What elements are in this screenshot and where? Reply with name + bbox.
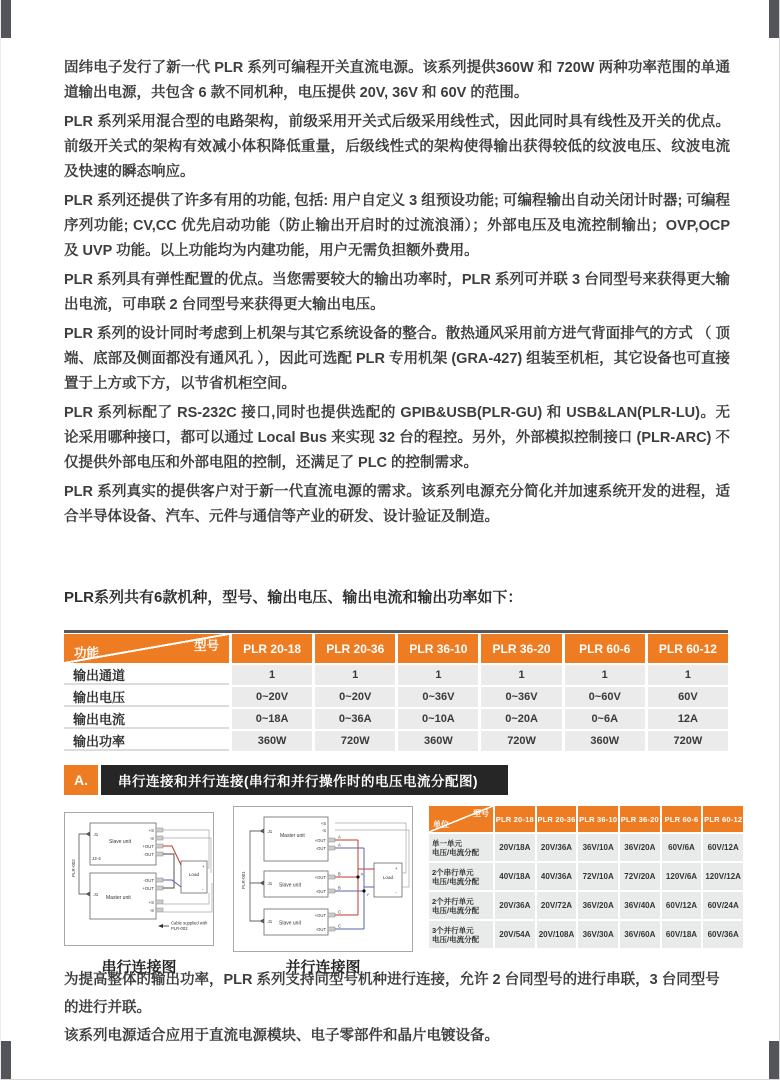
intro-paragraph: 固纬电子发行了新一代 PLR 系列可编程开关直流电源。该系列提供360W 和 720W 两种功率范围的单通道输出电源，共包含 6 款不同机种，电压提供 20V, 36V 和 60V 的范围。 — [64, 60, 730, 101]
spec-cell: 1 — [315, 665, 395, 685]
terminal-stub — [156, 908, 163, 912]
dist-row-label-line1: 2个并行单元 — [432, 896, 474, 906]
terminal-stub — [156, 844, 163, 848]
serial-diagram-svg — [65, 813, 213, 945]
dist-col-header: PLR 20-36 — [537, 806, 577, 832]
intro-paragraph: PLR 系列标配了 RS-232C 接口,同时也提供选配的 GPIB&USB(PLR-GU) 和 USB&LAN(PLR-LU)。无论采用哪种接口，都可以通过 Local Bus 来实现 32 台的程控。另外，外部模拟控制接口 (PLR-ARC) 不仅提供外部电压和外部电阻的控制，还满足了 PLC 的控制需求。 — [64, 405, 730, 471]
dist-cell: 60V/12A — [662, 892, 702, 919]
parallel-diagram-caption: 并行连接图 — [285, 959, 361, 976]
dist-cell: 20V/72A — [537, 892, 577, 919]
corner-mark-top-left — [1, 0, 11, 38]
wire-label: C — [338, 923, 342, 929]
terminal-label: +S — [320, 821, 326, 826]
dist-row-label-line2: 电压/电流分配 — [432, 876, 480, 886]
connector-label: J1 — [267, 829, 273, 834]
j1-connector — [86, 832, 91, 837]
terminal-label: -S — [149, 908, 154, 913]
terminal-label: +S — [148, 900, 154, 905]
load-label: Load — [382, 875, 394, 880]
spec-col-header: PLR 60-12 — [648, 634, 728, 663]
dist-cell: 120V/6A — [662, 863, 702, 890]
note-text: Cable supplied with — [171, 920, 208, 926]
j1-connector — [260, 919, 265, 924]
unit-name: Slave unit — [279, 920, 301, 927]
wire-label: A — [338, 834, 341, 840]
terminal-stub — [156, 852, 163, 856]
corner-mark-top-right — [769, 0, 779, 38]
spec-cell: 360W — [232, 731, 312, 751]
connector-label: J2-4 — [92, 856, 101, 861]
footer-paragraph: 该系列电源适合应用于直流电源模块、电子零部件和晶片电镀设备。 — [64, 1028, 499, 1044]
terminal-stub — [328, 875, 335, 879]
corner-label-unit: 单位 — [433, 820, 449, 829]
spec-col-header: PLR 36-20 — [481, 634, 561, 663]
terminal-label: +OUT — [314, 875, 326, 880]
dist-cell: 20V/18A — [495, 834, 535, 861]
junction-dot — [356, 875, 359, 878]
terminal-stub — [328, 913, 335, 917]
footer-section — [64, 966, 734, 1050]
serial-diagram-caption: 串行连接图 — [101, 959, 177, 976]
wire-label: B — [338, 871, 341, 877]
load-box — [374, 863, 402, 897]
junction-label: Y — [366, 892, 370, 897]
dist-cell: 60V/6A — [662, 834, 702, 861]
series-link-wire — [163, 854, 174, 888]
dist-cell: 40V/18A — [495, 863, 535, 890]
terminal-stub — [156, 878, 163, 882]
dist-cell: 20V/54A — [495, 921, 535, 948]
spec-cell: 60V — [648, 687, 728, 707]
load-plus-sign: + — [202, 864, 205, 869]
terminal-label: -OUT — [143, 852, 154, 857]
negative-bus-blue — [335, 848, 374, 929]
spec-cell: 0~6A — [565, 709, 645, 729]
terminal-label: -OUT — [315, 889, 326, 894]
terminal-label: -S — [149, 836, 154, 841]
terminal-label: -OUT — [315, 927, 326, 932]
spec-cell: 1 — [565, 665, 645, 685]
terminal-label: -S — [321, 828, 326, 833]
spec-cell: 720W — [315, 731, 395, 751]
intro-paragraph: PLR 系列具有弹性配置的优点。当您需要较大的输出功率时，PLR 系列可并联 3 台同型号来获得更大输出电流，可串联 2 台同型号来获得更大输出电压。 — [64, 272, 730, 313]
spec-col-header: PLR 60-6 — [565, 634, 645, 663]
footer-paragraph: 为提高整体的输出功率，PLR 系列支持同型号机种进行连接，允许 2 台同型号的进行串联，3 台同型号的进行并联。 — [64, 972, 720, 1016]
connector-label: J1 — [267, 919, 273, 924]
positive-bus-red — [335, 840, 374, 915]
dist-row-label-line2: 电压/电流分配 — [432, 847, 480, 857]
dist-col-header: PLR 36-20 — [620, 806, 660, 832]
spec-cell: 0~18A — [232, 709, 312, 729]
terminal-label: +OUT — [142, 886, 154, 891]
dist-cell: 20V/108A — [537, 921, 577, 948]
dist-cell: 36V/20A — [578, 892, 618, 919]
spec-cell: 360W — [565, 731, 645, 751]
dist-cell: 60V/18A — [662, 921, 702, 948]
connector-label: J1 — [93, 832, 99, 837]
spec-col-header: PLR 20-36 — [315, 634, 395, 663]
dist-cell: 60V/12A — [703, 834, 743, 861]
dist-cell: 20V/36A — [537, 834, 577, 861]
intro-paragraph: PLR 系列还提供了许多有用的功能, 包括: 用户自定义 3 组预设功能; 可编程输出自动关闭计时器; 可编程序列功能; CV,CC 优先启动功能（防止输出开启时的过流浪涌）；外部电压及电流控制输出；OVP,OCP 及 UVP 功能。以上功能均为内建功能，用户无需负担额外费用。 — [64, 193, 730, 259]
bus-cable — [79, 834, 90, 894]
spec-cell: 0~60V — [565, 687, 645, 707]
load-minus-sign: - — [202, 887, 204, 892]
spec-col-header: PLR 20-18 — [232, 634, 312, 663]
spec-row-label: 输出通道 — [64, 665, 229, 685]
corner-mark-bottom-left — [1, 1041, 11, 1079]
dist-row-label-line1: 单一单元 — [432, 838, 462, 848]
terminal-label: +OUT — [142, 844, 154, 849]
wire-label: C — [338, 909, 342, 915]
spec-table — [64, 630, 728, 751]
spec-cell: 0~10A — [398, 709, 478, 729]
j1-connector — [260, 829, 265, 834]
spec-cell: 0~20V — [232, 687, 312, 707]
dist-row-label — [429, 834, 493, 861]
dist-col-header: PLR 60-6 — [662, 806, 702, 832]
spec-cell: 0~36A — [315, 709, 395, 729]
dist-table-corner-cell — [429, 806, 493, 832]
dist-cell: 20V/36A — [495, 892, 535, 919]
terminal-stub — [156, 886, 163, 890]
terminal-stub — [328, 927, 335, 931]
corner-mark-bottom-right — [769, 1041, 779, 1079]
terminal-stub — [328, 846, 335, 850]
dist-cell: 60V/24A — [703, 892, 743, 919]
note-arrow — [158, 924, 163, 928]
unit-name: Slave unit — [279, 882, 301, 889]
intro-paragraph: PLR 系列真实的提供客户对于新一代直流电源的需求。该系列电源充分简化并加速系统开发的进程，适合半导体设备、汽车、元件与通信等产业的研发、设计验证及制造。 — [64, 484, 730, 525]
unit-name: Slave unit — [109, 839, 131, 845]
spec-cell: 1 — [481, 665, 561, 685]
spec-cell: 720W — [648, 731, 728, 751]
intro-paragraph: PLR 系列采用混合型的电路架构，前级采用开关式后级采用线性式，因此同时具有线性及开关的优点。前级开关式的架构有效减小体积降低重量，后级线性式的架构使得输出获得较低的纹波电压、纹波电流及快速的瞬态响应。 — [64, 114, 730, 180]
connector-label: J1 — [267, 881, 273, 886]
dist-cell: 36V/60A — [620, 921, 660, 948]
corner-label-model: 型号 — [193, 639, 219, 653]
spec-cell: 0~36V — [481, 687, 561, 707]
dist-col-header: PLR 60-12 — [703, 806, 743, 832]
connector-label: J1 — [93, 892, 99, 897]
dist-cell: 36V/40A — [620, 892, 660, 919]
dist-row-label-line2: 电压/电流分配 — [432, 934, 480, 944]
section-a-index-badge: A. — [64, 765, 98, 795]
distribution-table — [429, 806, 743, 948]
unit-name: Master unit — [106, 895, 131, 901]
corner-label-model: 型号 — [473, 809, 489, 818]
junction-dot — [362, 889, 365, 892]
negative-wire-blue — [163, 880, 181, 887]
serial-connection-diagram — [64, 812, 214, 946]
dist-row-label — [429, 863, 493, 890]
spec-col-header: PLR 36-10 — [398, 634, 478, 663]
load-minus-sign: - — [395, 890, 397, 895]
sense-wire — [163, 893, 209, 904]
load-plus-sign: + — [395, 866, 398, 871]
dist-cell: 72V/20A — [620, 863, 660, 890]
spec-row-label: 输出功率 — [64, 731, 229, 751]
spec-row-label: 输出电流 — [64, 709, 229, 729]
dist-col-header: PLR 20-18 — [495, 806, 535, 832]
dist-row-label — [429, 892, 493, 919]
bus-label: PLR-002 — [71, 859, 76, 877]
dist-cell: 36V/10A — [578, 834, 618, 861]
wire-label: B — [338, 885, 341, 891]
j1-connector — [86, 892, 91, 897]
spec-cell: 0~20A — [481, 709, 561, 729]
unit-name: Master unit — [280, 833, 305, 839]
models-intro-heading: PLR系列共有6款机种，型号、输出电压、输出电流和输出功率如下： — [64, 589, 523, 606]
dist-cell: 60V/36A — [703, 921, 743, 948]
terminal-label: -OUT — [143, 878, 154, 883]
j1-connector — [260, 881, 265, 886]
section-a-title-bar: 串行连接和并行连接(串行和并行操作时的电压电流分配图) — [101, 765, 508, 795]
parallel-diagram-svg — [234, 807, 412, 951]
spec-cell: 720W — [481, 731, 561, 751]
spec-cell: 360W — [398, 731, 478, 751]
bus-label: PLR-001 — [241, 871, 246, 889]
dist-row-label — [429, 921, 493, 948]
terminal-label: -OUT — [315, 846, 326, 851]
junction-label: X — [360, 871, 364, 877]
terminal-stub — [156, 828, 163, 832]
terminal-stub — [156, 836, 163, 840]
corner-label-function: 功能 — [74, 646, 100, 660]
intro-paragraph: PLR 系列的设计同时考虑到上机架与其它系统设备的整合。散热通风采用前方进气背面排气的方式 （ 顶端、底部及侧面都没有通风孔 ），因此可选配 PLR 专用机架 (GRA-427) 组装至机柜，其它设备也可直接置于上方或下方，以节省机柜空间。 — [64, 326, 730, 392]
dist-cell: 40V/36A — [537, 863, 577, 890]
spec-cell: 0~36V — [398, 687, 478, 707]
dist-col-header: PLR 36-10 — [578, 806, 618, 832]
wire-label: A — [338, 842, 341, 848]
dist-cell: 120V/12A — [703, 863, 743, 890]
spec-table-corner-cell — [64, 634, 229, 663]
spec-cell: 1 — [398, 665, 478, 685]
spec-table-top-border — [64, 630, 728, 633]
dist-row-label-line2: 电压/电流分配 — [432, 905, 480, 915]
positive-wire-red — [163, 846, 181, 865]
load-label: Load — [188, 872, 200, 877]
bus-cable — [250, 831, 264, 921]
terminal-stub — [328, 838, 335, 842]
parallel-connection-diagram — [233, 806, 413, 952]
note-text: PLR-002 — [171, 926, 188, 931]
intro-section — [64, 56, 730, 534]
dist-cell: 36V/30A — [578, 921, 618, 948]
spec-cell: 12A — [648, 709, 728, 729]
dist-row-label-line1: 3个并行单元 — [432, 925, 474, 935]
terminal-label: +OUT — [314, 913, 326, 918]
terminal-stub — [328, 889, 335, 893]
spec-cell: 0~20V — [315, 687, 395, 707]
dist-cell: 72V/10A — [578, 863, 618, 890]
spec-row-label: 输出电压 — [64, 687, 229, 707]
dist-row-label-line1: 2个串行单元 — [432, 867, 474, 877]
spec-cell: 1 — [648, 665, 728, 685]
terminal-label: +OUT — [314, 838, 326, 843]
spec-cell: 1 — [232, 665, 312, 685]
terminal-label: +S — [148, 828, 154, 833]
terminal-stub — [156, 900, 163, 904]
dist-cell: 36V/20A — [620, 834, 660, 861]
